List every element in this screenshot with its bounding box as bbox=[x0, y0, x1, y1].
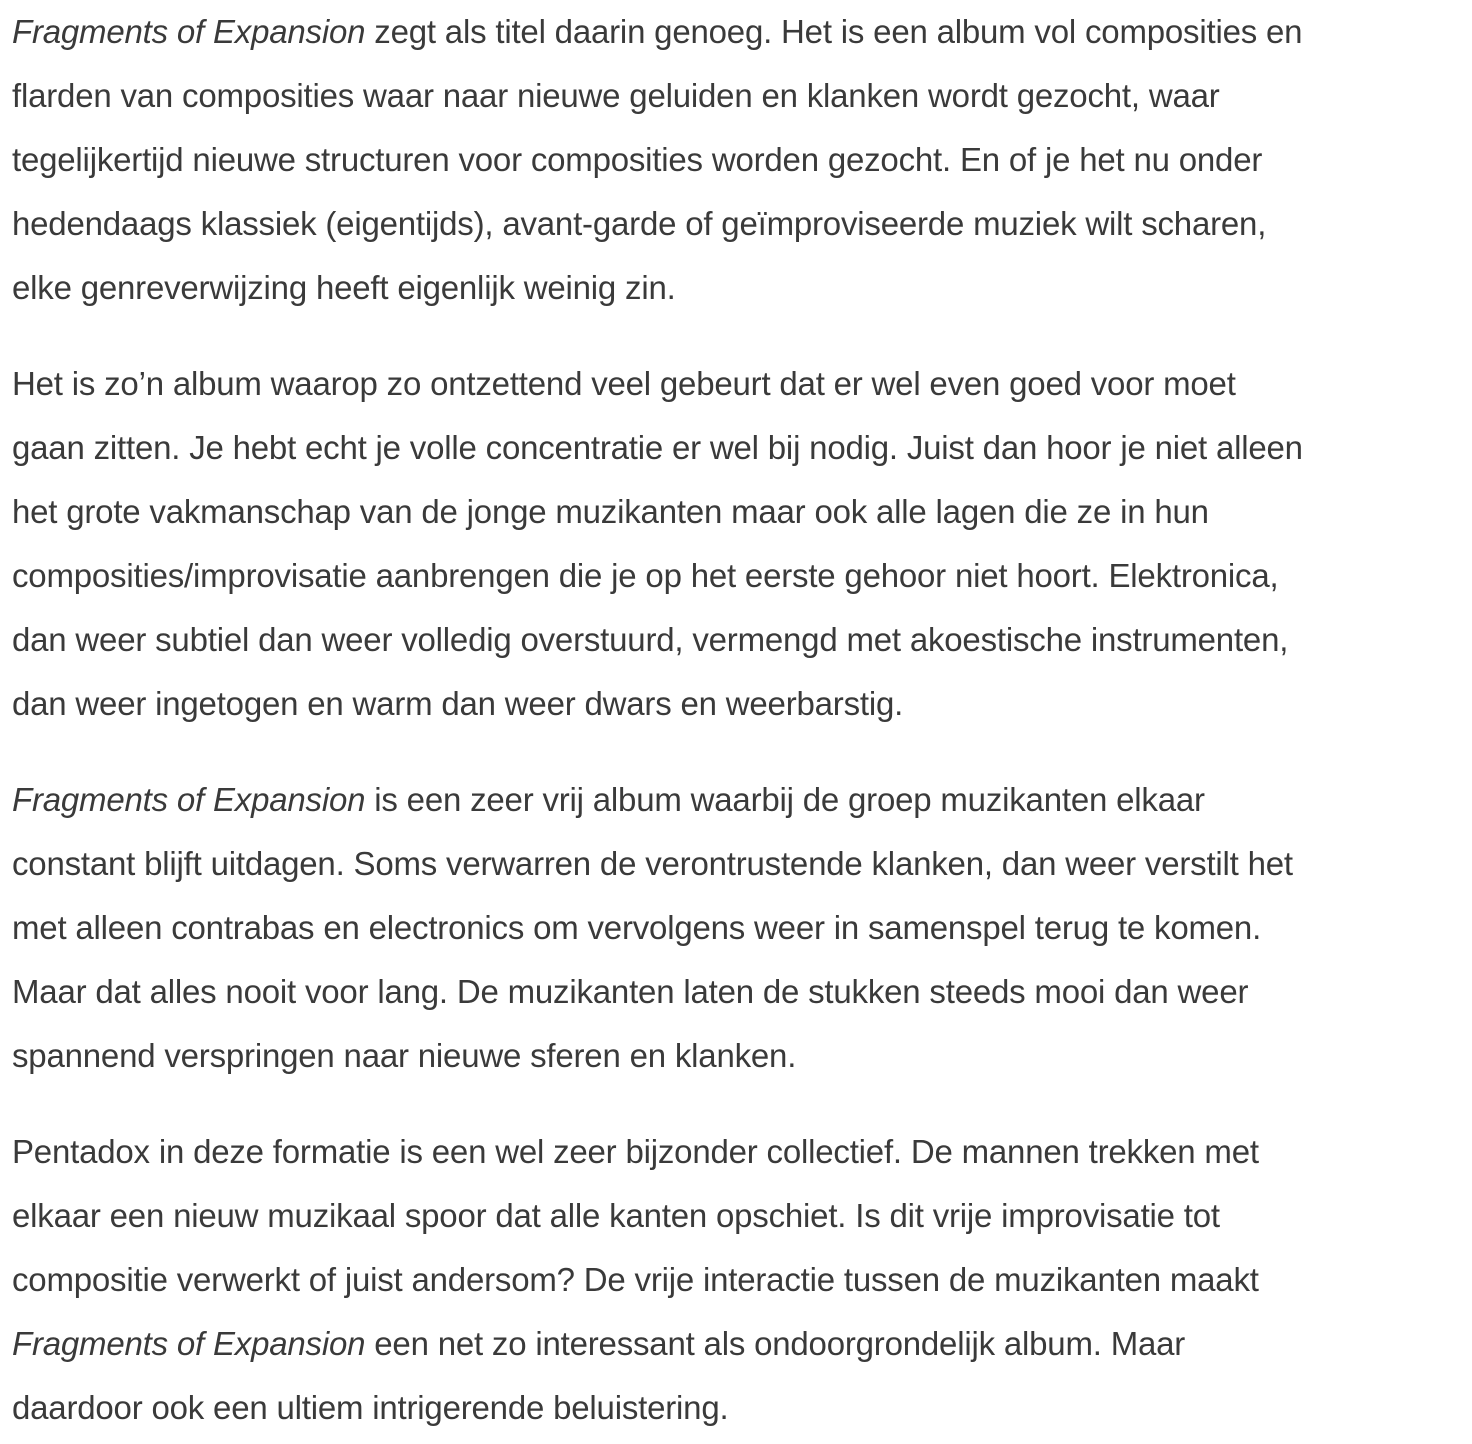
text-line bbox=[12, 1312, 1432, 1376]
text-line bbox=[12, 896, 1432, 960]
text-line bbox=[12, 1024, 1432, 1088]
album-title-italic: Fragments of Expansion bbox=[12, 781, 366, 818]
text-segment: Pentadox in deze formatie is een wel zeer bijzonder collectief. De mannen trekken met bbox=[12, 1133, 1259, 1170]
text-line bbox=[12, 832, 1432, 896]
text-segment: gaan zitten. Je hebt echt je volle concentratie er wel bij nodig. Juist dan hoor je niet alleen bbox=[12, 429, 1303, 466]
text-segment: flarden van composities waar naar nieuwe geluiden en klanken wordt gezocht, waar bbox=[12, 77, 1220, 114]
text-line bbox=[12, 128, 1432, 192]
text-segment: elke genreverwijzing heeft eigenlijk weinig zin. bbox=[12, 269, 676, 306]
text-line bbox=[12, 1376, 1432, 1440]
text-line bbox=[12, 352, 1432, 416]
text-segment: zegt als titel daarin genoeg. Het is een album vol composities en bbox=[365, 13, 1303, 50]
paragraph bbox=[12, 768, 1432, 1088]
article-body bbox=[12, 0, 1432, 1440]
text-line bbox=[12, 672, 1432, 736]
album-title-italic: Fragments of Expansion bbox=[12, 1325, 366, 1362]
text-line bbox=[12, 64, 1432, 128]
text-segment: dan weer ingetogen en warm dan weer dwars en weerbarstig. bbox=[12, 685, 904, 722]
text-segment: constant blijft uitdagen. Soms verwarren de verontrustende klanken, dan weer verstilt het bbox=[12, 845, 1293, 882]
text-line bbox=[12, 256, 1432, 320]
text-line bbox=[12, 544, 1432, 608]
text-segment: het grote vakmanschap van de jonge muzikanten maar ook alle lagen die ze in hun bbox=[12, 493, 1209, 530]
text-segment: Het is zo’n album waarop zo ontzettend veel gebeurt dat er wel even goed voor moet bbox=[12, 365, 1236, 402]
text-segment: tegelijkertijd nieuwe structuren voor composities worden gezocht. En of je het nu onder bbox=[12, 141, 1263, 178]
paragraph bbox=[12, 0, 1432, 320]
text-line bbox=[12, 416, 1432, 480]
text-segment: hedendaags klassiek (eigentijds), avant-garde of geïmproviseerde muziek wilt scharen, bbox=[12, 205, 1267, 242]
text-segment: compositie verwerkt of juist andersom? De vrije interactie tussen de muzikanten maakt bbox=[12, 1261, 1259, 1298]
text-segment: is een zeer vrij album waarbij de groep muzikanten elkaar bbox=[365, 781, 1205, 818]
text-line bbox=[12, 1248, 1432, 1312]
text-segment: met alleen contrabas en electronics om vervolgens weer in samenspel terug te komen. bbox=[12, 909, 1262, 946]
text-line bbox=[12, 1120, 1432, 1184]
text-segment: composities/improvisatie aanbrengen die je op het eerste gehoor niet hoort. Elektronica, bbox=[12, 557, 1279, 594]
text-segment: dan weer subtiel dan weer volledig overstuurd, vermengd met akoestische instrumenten, bbox=[12, 621, 1289, 658]
text-line bbox=[12, 0, 1432, 64]
text-line bbox=[12, 960, 1432, 1024]
text-line bbox=[12, 768, 1432, 832]
text-segment: spannend verspringen naar nieuwe sferen en klanken. bbox=[12, 1037, 797, 1074]
text-segment: daardoor ook een ultiem intrigerende beluistering. bbox=[12, 1389, 729, 1426]
text-line bbox=[12, 480, 1432, 544]
text-line bbox=[12, 192, 1432, 256]
paragraph bbox=[12, 352, 1432, 736]
text-line bbox=[12, 608, 1432, 672]
text-segment: elkaar een nieuw muzikaal spoor dat alle kanten opschiet. Is dit vrije improvisatie tot bbox=[12, 1197, 1220, 1234]
text-line bbox=[12, 1184, 1432, 1248]
text-segment: Maar dat alles nooit voor lang. De muzikanten laten de stukken steeds mooi dan weer bbox=[12, 973, 1249, 1010]
paragraph bbox=[12, 1120, 1432, 1440]
album-title-italic: Fragments of Expansion bbox=[12, 13, 366, 50]
text-segment: een net zo interessant als ondoorgrondelijk album. Maar bbox=[365, 1325, 1186, 1362]
